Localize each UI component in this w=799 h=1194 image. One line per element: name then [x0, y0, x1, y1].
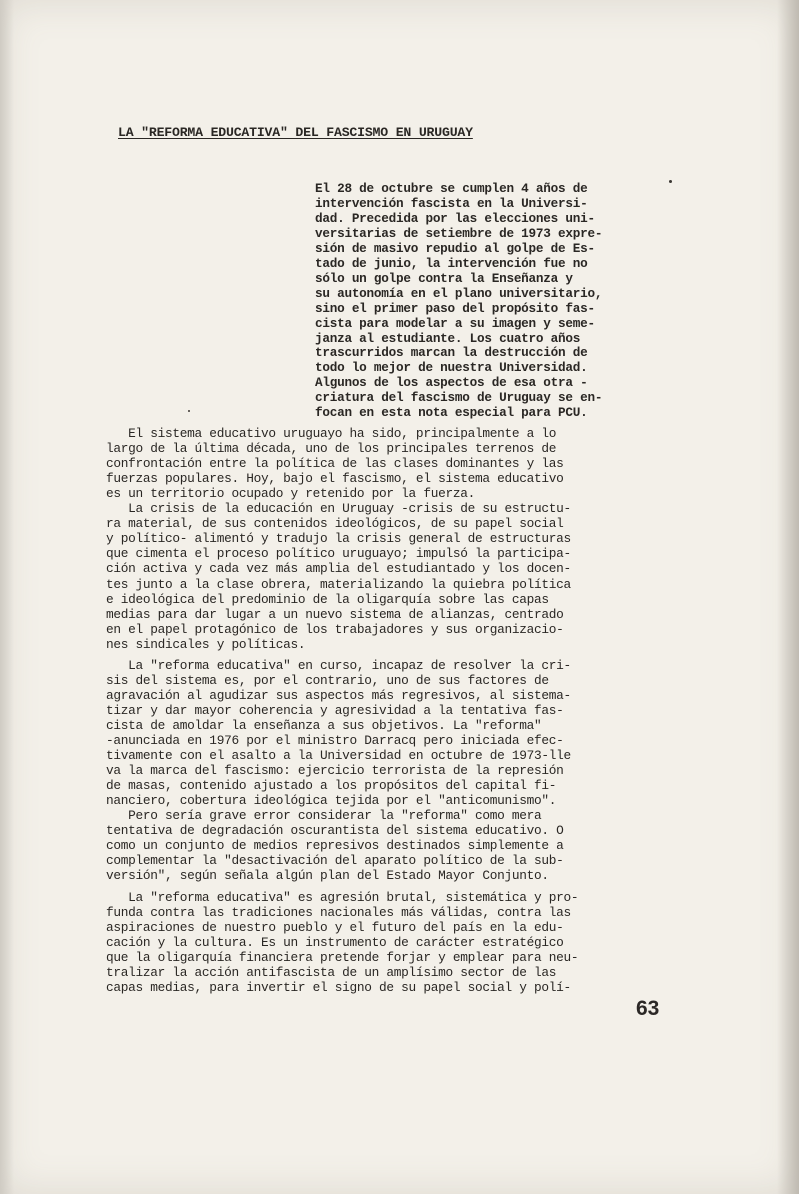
intro-line: trascurridos marcan la destrucción de — [315, 345, 588, 361]
body-line: que la oligarquía financiera pretende forjar y emplear para neu- — [106, 949, 579, 965]
body-line: agravación al agudizar sus aspectos más regresivos, al sistema- — [106, 687, 571, 703]
intro-line: El 28 de octubre se cumplen 4 años de — [315, 181, 588, 196]
page-number: 63 — [636, 997, 660, 1020]
intro-line: su autonomía en el plano universitario, — [315, 285, 603, 301]
intro-line: todo lo mejor de nuestra Universidad. — [315, 360, 588, 376]
body-line: tes junto a la clase obrera, materializando la quiebra política — [106, 576, 571, 592]
body-line: de masas, contenido ajustado a los propósitos del capital fi- — [106, 778, 557, 794]
body-line: fuerzas populares. Hoy, bajo el fascismo, el sistema educativo — [106, 471, 564, 487]
ink-speck — [188, 410, 190, 412]
body-line: -anunciada en 1976 por el ministro Darracq pero iniciada efec- — [106, 733, 564, 748]
body-line: versión", según señala algún plan del Estado Mayor Conjunto. — [106, 868, 549, 884]
article-title: LA "REFORMA EDUCATIVA" DEL FASCISMO EN URUGUAY — [118, 125, 473, 140]
body-line: La crisis de la educación en Uruguay -crisis de su estructu- — [106, 501, 571, 517]
body-line: capas medias, para invertir el signo de su papel social y polí- — [106, 979, 571, 995]
ink-speck — [669, 180, 672, 183]
body-line: en el papel protagónico de los trabajadores y sus organizacio- — [106, 621, 564, 637]
intro-line: focan en esta nota especial para PCU. — [315, 405, 588, 421]
body-line: tizar y dar mayor coherencia y agresividad a la tentativa fas- — [106, 702, 564, 718]
body-line: ra material, de sus contenidos ideológicos, de su papel social — [106, 516, 564, 532]
body-line: que cimenta el proceso político uruguayo; impulsó la participa- — [106, 546, 571, 562]
intro-line: sólo un golpe contra la Enseñanza y — [315, 270, 573, 286]
intro-line: intervención fascista en la Universi- — [315, 195, 588, 211]
body-line: complementar la "desactivación del aparato político de la sub- — [106, 853, 564, 869]
body-line: cación y la cultura. Es un instrumento de carácter estratégico — [106, 934, 564, 950]
intro-line: cista para modelar a su imagen y seme- — [315, 315, 595, 331]
body-line: El sistema educativo uruguayo ha sido, principalmente a lo — [106, 426, 557, 441]
body-line: Pero sería grave error considerar la "reforma" como mera — [106, 808, 542, 824]
body-line: es un territorio ocupado y retenido por la fuerza. — [106, 486, 475, 502]
intro-line: sión de masivo repudio al golpe de Es- — [315, 240, 595, 256]
body-line: confrontación entre la política de las clases dominantes y las — [106, 456, 564, 472]
intro-line: versitarias de setiembre de 1973 expre- — [315, 225, 603, 241]
body-line: funda contra las tradiciones nacionales más válidas, contra las — [106, 904, 571, 920]
body-line: y político- alimentó y tradujo la crisis general de estructuras — [106, 531, 571, 547]
body-line: va la marca del fascismo: ejercicio terrorista de la represión — [106, 763, 564, 779]
intro-line: criatura del fascismo de Uruguay se en- — [315, 390, 603, 406]
body-line: tralizar la acción antifascista de un amplísimo sector de las — [106, 964, 557, 980]
body-line: tivamente con el asalto a la Universidad en octubre de 1973-lle — [106, 748, 571, 764]
body-line: como un conjunto de medios represivos destinados simplemente a — [106, 838, 564, 854]
body-line: aspiraciones de nuestro pueblo y el futuro del país en la edu- — [106, 919, 564, 935]
intro-line: Algunos de los aspectos de esa otra - — [315, 375, 588, 391]
body-line: medias para dar lugar a un nuevo sistema de alianzas, centrado — [106, 606, 564, 622]
body-line: nes sindicales y políticas. — [106, 636, 306, 652]
page-shadow-right — [777, 0, 799, 1194]
body-line: tentativa de degradación oscurantista del sistema educativo. O — [106, 823, 564, 839]
intro-line: tado de junio, la intervención fue no — [315, 255, 588, 271]
page-shadow-left — [0, 0, 14, 1194]
body-line: sis del sistema es, por el contrario, uno de sus factores de — [106, 672, 549, 688]
body-line: cista de amoldar la enseñanza a sus objetivos. La "reforma" — [106, 717, 542, 733]
body-line: La "reforma educativa" es agresión brutal, sistemática y pro- — [106, 889, 579, 905]
body-line: La "reforma educativa" en curso, incapaz de resolver la cri- — [106, 657, 571, 673]
intro-line: dad. Precedida por las elecciones uni- — [315, 210, 595, 226]
intro-line: janza al estudiante. Los cuatro años — [315, 330, 581, 346]
body-line: largo de la última década, uno de los principales terrenos de — [106, 441, 557, 457]
body-line: nanciero, cobertura ideológica tejida por el "anticomunismo". — [106, 793, 557, 809]
body-line: e ideológica del predominio de la oligarquía sobre las capas — [106, 591, 549, 607]
body-line: ción activa y cada vez más amplia del estudiantado y los docen- — [106, 561, 571, 577]
intro-line: sino el primer paso del propósito fas- — [315, 300, 595, 316]
